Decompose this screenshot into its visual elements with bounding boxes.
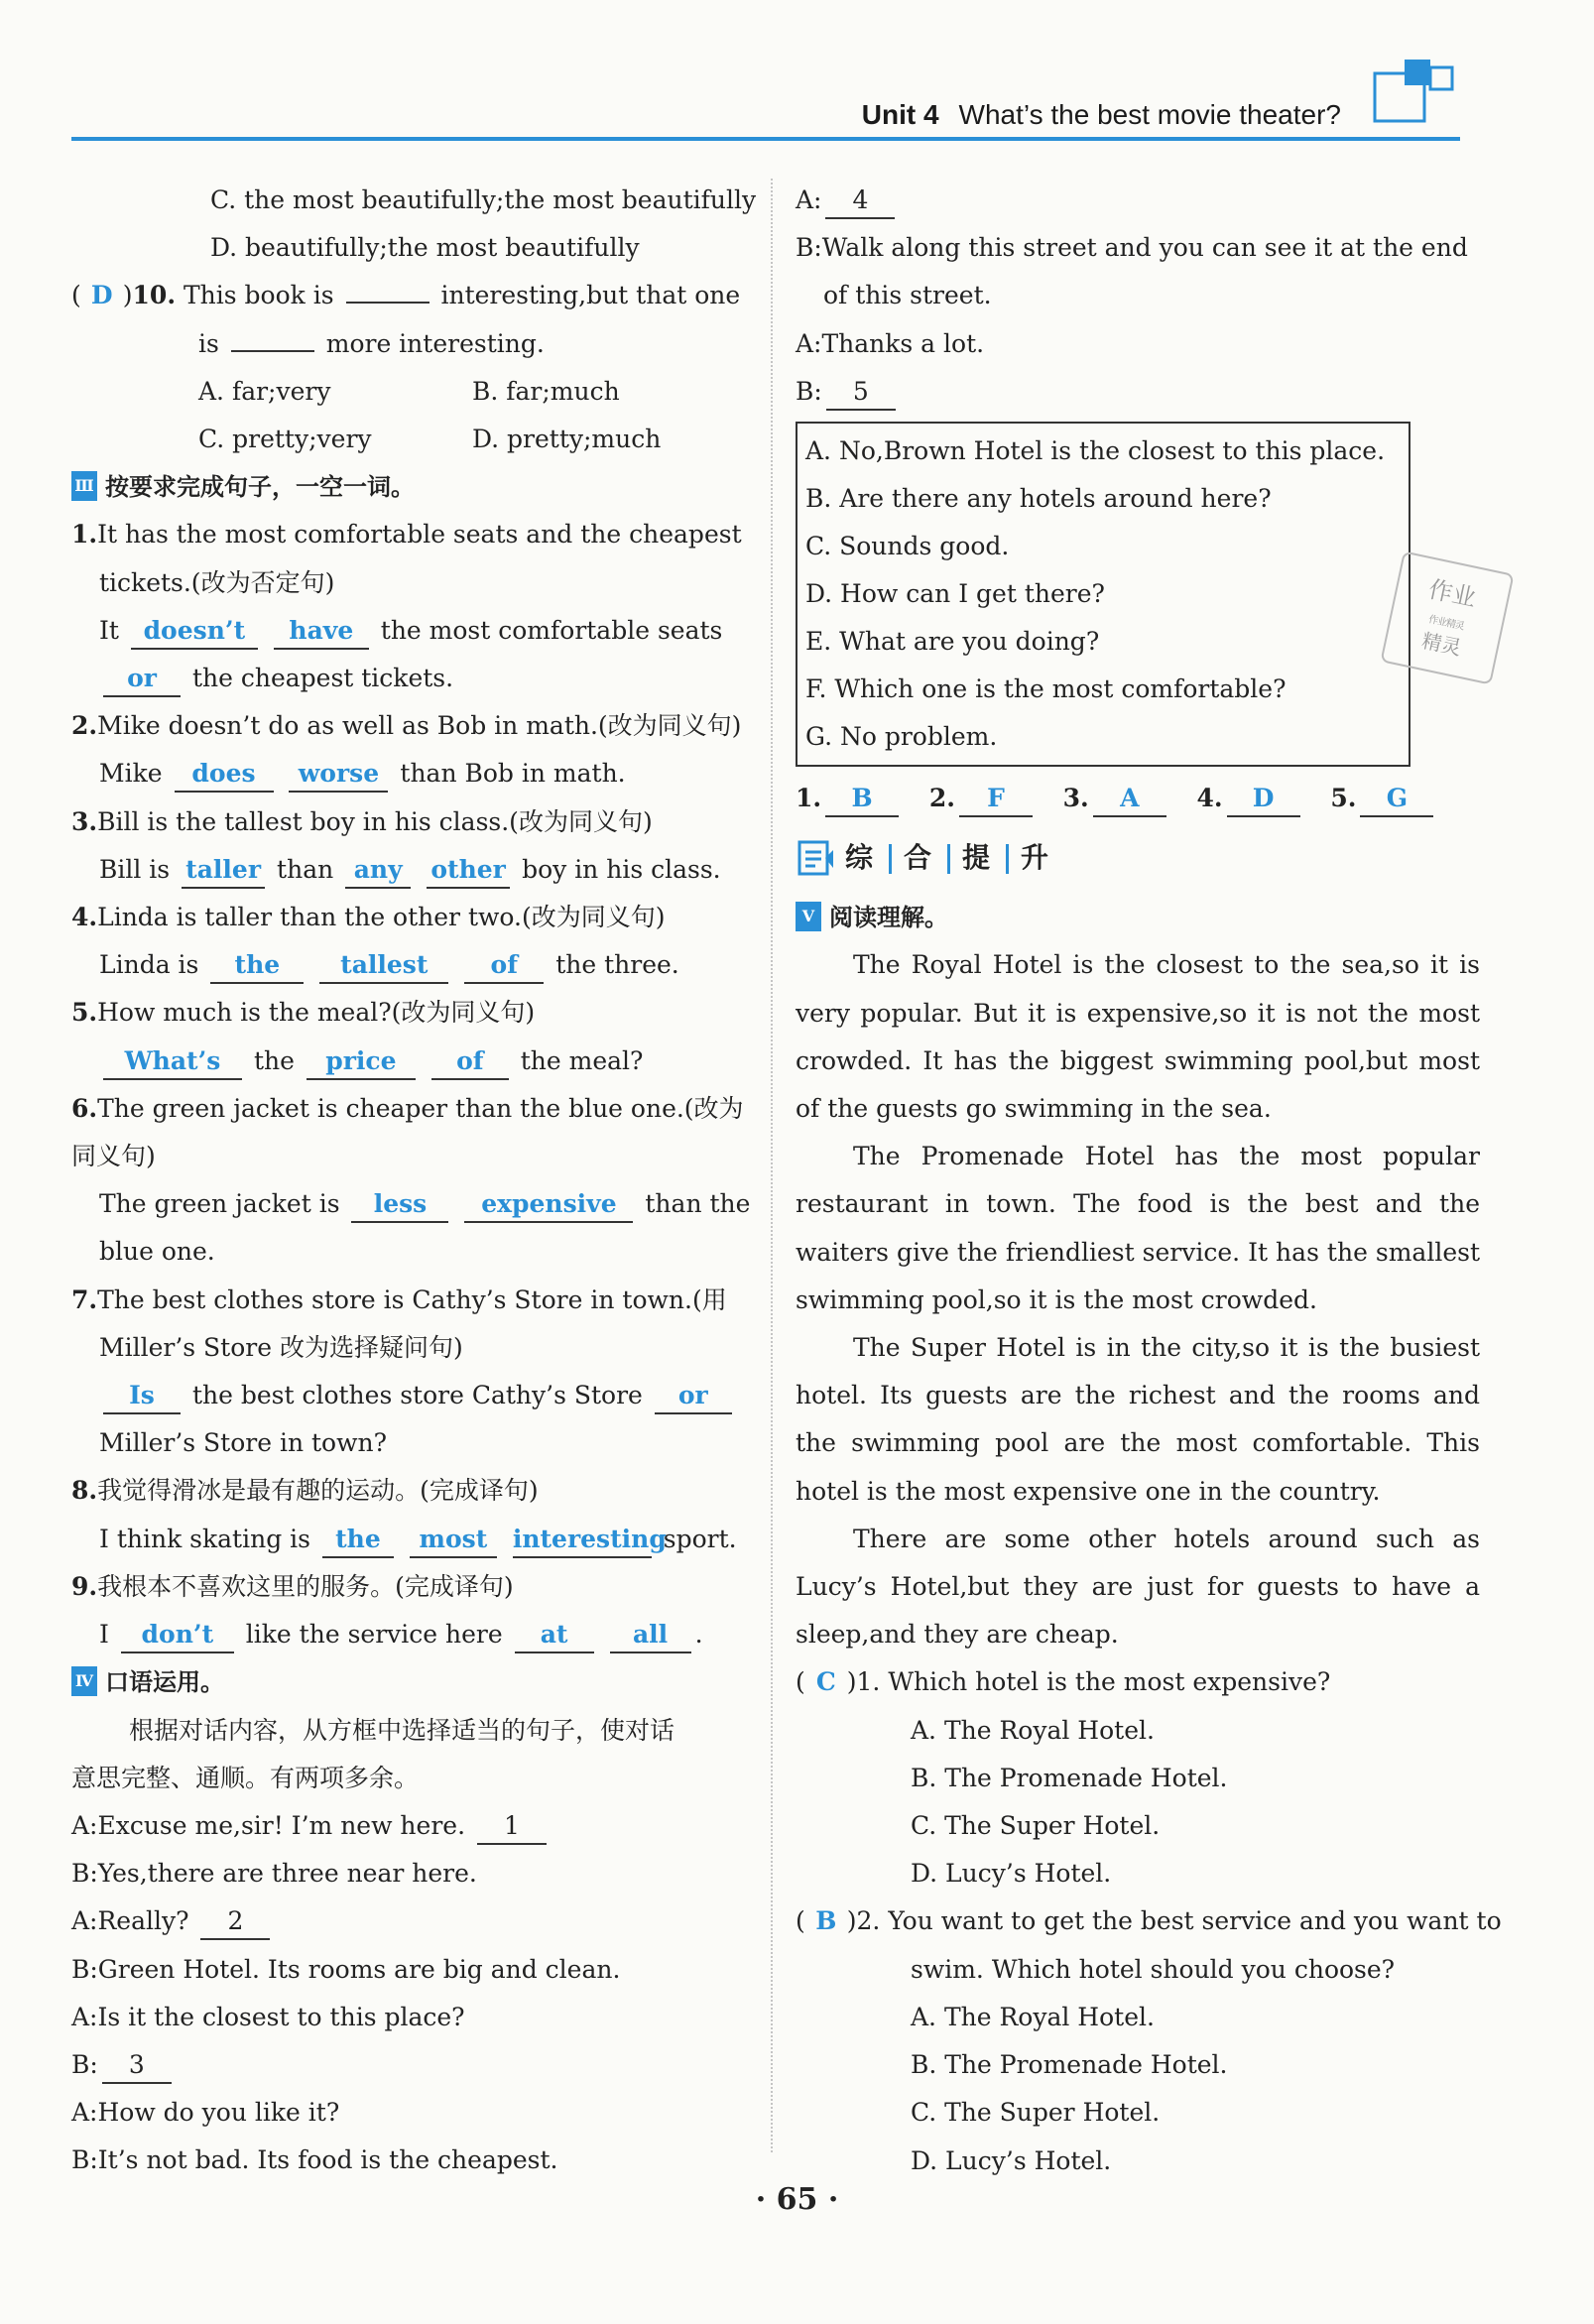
q10-answer: D (90, 281, 113, 310)
passage-paragraph-2: The Promenade Hotel has the most popular restaurant in town. The food is the best and the waiters give the friendliest service. It has the smallest swimming pool,so it is the most crowded. (796, 1142, 1480, 1314)
dialog-answer-3[interactable]: A (1093, 782, 1166, 817)
reading-q2-answer: B (815, 1906, 837, 1936)
dialog-answers: 1. B 2. F 3. A 4. D 5. G (796, 775, 1480, 822)
s3-item-1-blank-2[interactable]: have (274, 614, 369, 650)
q10-stem: ( D )10. This book is interesting,but that one (71, 272, 754, 319)
s3-item-1-answer-cont: or the cheapest tickets. (71, 655, 754, 702)
passage-paragraph-1: The Royal Hotel is the closest to the sea,so it is very popular. But it is expensive,so it is not the most crowded. It has the biggest swimming pool,but most of the guests go swimming in the sea. (796, 950, 1480, 1124)
s3-item-9-blank-3[interactable]: all (610, 1618, 691, 1653)
s3-item-2-blank-1[interactable]: does (175, 757, 274, 793)
dialog-line-6: B: 3 (71, 2041, 754, 2089)
s3-item-1-answer: It doesn’t have the most comfortable seats (71, 607, 754, 655)
s3-item-5-blank-3[interactable]: of (431, 1044, 509, 1080)
q9-option-c: C. the most beautifully;the most beautifully (210, 185, 757, 214)
s3-item-9-answer: I don’t like the service here at all . (71, 1611, 754, 1658)
s3-item-4-blank-1[interactable]: the (210, 948, 304, 984)
s3-item-5-blank-2[interactable]: price (307, 1044, 416, 1080)
section-4-intro-cont: 意思完整、通顺。有两项多余。 (71, 1763, 420, 1792)
s3-item-8-q: 8.我觉得滑冰是最有趣的运动。(完成译句) (71, 1476, 539, 1506)
s3-item-3-blank-1[interactable]: taller (182, 853, 265, 889)
s3-item-4-q: 4.Linda is taller than the other two.(改为同义句) (71, 903, 666, 932)
s3-item-4-blank-2[interactable]: tallest (319, 948, 448, 984)
dialog-line-9: A: 4 (796, 177, 1480, 224)
s3-item-7-answer-cont: Miller’s Store in town? (99, 1428, 388, 1458)
s3-item-6-answer: The green jacket is less expensive than the (71, 1180, 754, 1228)
reading-q1-option-b: B. The Promenade Hotel. (911, 1763, 1228, 1792)
dialog-blank-5[interactable]: 5 (826, 375, 896, 411)
dialog-line-8: B:It’s not bad. Its food is the cheapest. (71, 2145, 558, 2175)
dialog-answer-1[interactable]: B (825, 782, 899, 817)
dialog-line-10: B:Walk along this street and you can see it at the end (796, 233, 1468, 263)
s3-item-2-q: 2.Mike doesn’t do as well as Bob in math.(改为同义句) (71, 711, 742, 741)
s3-item-1-q-cont: tickets.(改为否定句) (99, 567, 335, 597)
q9-option-d: D. beautifully;the most beautifully (210, 233, 640, 263)
s3-item-2-answer: Mike does worse than Bob in math. (71, 750, 754, 797)
reading-q2-stem-cont: swim. Which hotel should you choose? (911, 1954, 1396, 1984)
notebook-icon (796, 838, 835, 878)
s3-item-6-q: 6.The green jacket is cheaper than the blue one.(改为 (71, 1093, 744, 1123)
s3-item-8-answer: I think skating is the most interesting sport. (71, 1516, 754, 1563)
page-header (71, 60, 1460, 141)
reading-q1-option-d: D. Lucy’s Hotel. (911, 1859, 1112, 1889)
options-box (796, 422, 1410, 767)
s3-item-3-blank-3[interactable]: other (427, 853, 510, 889)
watermark-stamp: 作业 作业精灵 精灵 (1380, 550, 1514, 684)
dialog-line-3: A:Really? 2 (71, 1897, 754, 1945)
dialog-line-11: of this street. (823, 281, 992, 310)
s3-item-1-blank-1[interactable]: doesn’t (131, 614, 258, 650)
page-number: · 65 · (755, 2182, 839, 2217)
s3-item-3-q: 3.Bill is the tallest boy in his class.(改为同义句) (71, 806, 653, 836)
reading-q2-stem: ( B )2. You want to get the best service and you want to (796, 1897, 1480, 1945)
box-option-f: F. Which one is the most comfortable? (805, 674, 1287, 704)
s3-item-9-q: 9.我根本不喜欢这里的服务。(完成译句) (71, 1571, 514, 1601)
section-5-badge: Ⅴ (796, 902, 821, 931)
s3-item-7-blank-1[interactable]: Is (103, 1379, 181, 1414)
s3-item-8-blank-1[interactable]: the (322, 1523, 394, 1558)
s3-item-3-blank-2[interactable]: any (345, 853, 411, 889)
q10-blank-2[interactable] (231, 350, 314, 352)
q10-option-c: C. pretty;very (198, 425, 372, 454)
column-divider (771, 179, 773, 2152)
dialog-line-12: A:Thanks a lot. (796, 328, 985, 358)
s3-item-3-answer: Bill is taller than any other boy in his class. (71, 846, 754, 894)
reading-q1-option-c: C. The Super Hotel. (911, 1811, 1161, 1841)
s3-item-1-q: 1.It has the most comfortable seats and the cheapest (71, 520, 742, 550)
dialog-blank-1[interactable]: 1 (477, 1809, 547, 1845)
dialog-line-13: B: 5 (796, 368, 1480, 416)
q10-option-d: D. pretty;much (472, 425, 662, 454)
reading-q2-option-c: C. The Super Hotel. (911, 2098, 1161, 2128)
q10-blank-1[interactable] (346, 302, 429, 304)
dialog-line-1: A:Excuse me,sir! I’m new here. 1 (71, 1802, 754, 1850)
s3-item-5-q: 5.How much is the meal?(改为同义句) (71, 998, 536, 1028)
section-5-heading: Ⅴ 阅读理解。 (796, 894, 1480, 941)
section-4-intro: 根据对话内容，从方框中选择适当的句子，使对话 (129, 1715, 675, 1745)
s3-item-7-q-cont: Miller’s Store 改为选择疑问句) (99, 1332, 463, 1362)
dialog-blank-2[interactable]: 2 (200, 1904, 270, 1940)
dialog-blank-3[interactable]: 3 (102, 2048, 172, 2084)
comprehensive-heading-text: 综 合 提 升 (845, 841, 1053, 875)
s3-item-6-q-cont: 同义句) (71, 1142, 156, 1171)
s3-item-1-blank-3[interactable]: or (103, 662, 181, 697)
box-option-b: B. Are there any hotels around here? (805, 484, 1272, 514)
q10-option-b: B. far;much (472, 376, 620, 406)
reading-q1-option-a: A. The Royal Hotel. (911, 1715, 1155, 1745)
box-option-d: D. How can I get there? (805, 579, 1105, 609)
q10-option-a: A. far;very (198, 376, 331, 406)
dialog-answer-5[interactable]: G (1360, 782, 1433, 817)
s3-item-9-blank-2[interactable]: at (515, 1618, 594, 1653)
comprehensive-heading (796, 828, 1480, 888)
reading-q1-answer: C (815, 1667, 836, 1697)
dialog-answer-4[interactable]: D (1227, 782, 1300, 817)
reading-q2-option-b: B. The Promenade Hotel. (911, 2050, 1228, 2080)
s3-item-7-blank-2[interactable]: or (655, 1379, 732, 1414)
dialog-line-4: B:Green Hotel. Its rooms are big and clean. (71, 1954, 621, 1984)
reading-q2-option-d: D. Lucy’s Hotel. (911, 2145, 1112, 2175)
s3-item-2-blank-2[interactable]: worse (289, 757, 388, 793)
s3-item-5-answer: What’s the price of the meal? (71, 1038, 754, 1085)
s3-item-7-q: 7.The best clothes store is Cathy’s Store in town.(用 (71, 1284, 727, 1314)
s3-item-5-blank-1[interactable]: What’s (103, 1044, 242, 1080)
s3-item-6-blank-2[interactable]: expensive (464, 1187, 633, 1223)
passage-paragraph-4: There are some other hotels around such as Lucy’s Hotel,but they are just for guests to have a sleep,and they are cheap. (796, 1524, 1480, 1650)
q10-options-ab (71, 368, 754, 416)
header-logo-icon (1371, 60, 1460, 139)
s3-item-9-blank-1[interactable]: don’t (121, 1618, 234, 1653)
left-column (71, 177, 757, 2185)
reading-q1-stem: ( C )1. Which hotel is the most expensive? (796, 1658, 1480, 1706)
header-rule (71, 137, 1460, 141)
s3-item-4-answer: Linda is the tallest of the three. (71, 941, 754, 989)
reading-q2-option-a: A. The Royal Hotel. (911, 2002, 1155, 2031)
s3-item-6-answer-cont: blue one. (99, 1237, 215, 1267)
right-column (796, 177, 1502, 2185)
unit-title: What’s the best movie theater? (958, 99, 1341, 130)
s3-item-6-blank-1[interactable]: less (351, 1187, 448, 1223)
dialog-line-2: B:Yes,there are three near here. (71, 1859, 477, 1889)
dialog-line-5: A:Is it the closest to this place? (71, 2002, 465, 2031)
section-4-heading: Ⅳ 口语运用。 (71, 1658, 754, 1706)
section-3-badge: Ⅲ (71, 471, 97, 501)
dialog-blank-4[interactable]: 4 (825, 183, 895, 219)
s3-item-7-answer: Is the best clothes store Cathy’s Store or (71, 1372, 754, 1419)
dialog-answer-2[interactable]: F (959, 782, 1033, 817)
section-3-heading: Ⅲ 按要求完成句子，一空一词。 (71, 463, 754, 511)
q10-options-cd (71, 416, 754, 463)
header-title (862, 99, 1341, 131)
q10-stem-cont: is more interesting. (198, 328, 545, 358)
s3-item-8-blank-2[interactable]: most (410, 1523, 497, 1558)
unit-label: Unit 4 (861, 99, 939, 130)
passage-paragraph-3: The Super Hotel is in the city,so it is the busiest hotel. Its guests are the richest and the rooms and the swimming pool are the most comfortable. This hotel is the most expensive one in the country. (796, 1333, 1480, 1506)
box-option-c: C. Sounds good. (805, 532, 1010, 561)
box-option-g: G. No problem. (805, 722, 998, 752)
dialog-line-7: A:How do you like it? (71, 2098, 340, 2128)
box-option-e: E. What are you doing? (805, 627, 1100, 657)
s3-item-8-blank-3[interactable]: interesting (513, 1523, 652, 1558)
section-4-badge: Ⅳ (71, 1666, 97, 1696)
box-option-a: A. No,Brown Hotel is the closest to this place. (805, 436, 1386, 466)
s3-item-4-blank-3[interactable]: of (464, 948, 544, 984)
